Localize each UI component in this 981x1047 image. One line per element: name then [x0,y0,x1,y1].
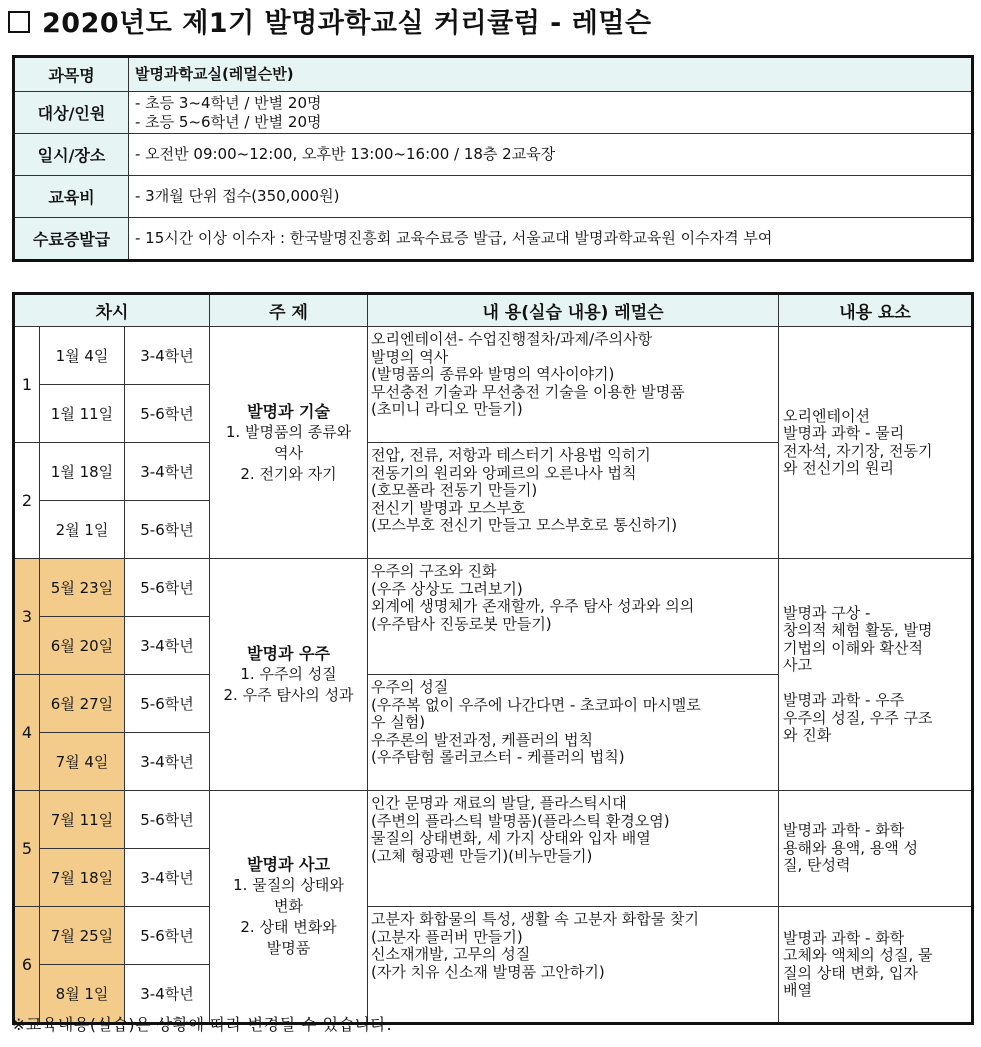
footnote: ※교육내용(실습)은 상황에 따라 변경될 수 있습니다. [12,1015,393,1034]
text-line: (호모폴라 전동기 만들기) [371,481,538,499]
session-grade: 5-6학년 [125,791,210,849]
text-line: 역사 [274,443,304,462]
text-line: 발명품 [266,939,311,957]
session-grade: 3-4학년 [125,733,210,791]
session-row [14,791,973,849]
content-element [779,791,973,907]
session-grade: 3-4학년 [125,327,210,385]
header-session: 차시 [14,294,210,327]
text-line: 2. 전기와 자기 [240,464,337,483]
text-line: (우주탐사 진동로봇 만들기) [371,614,552,633]
info-value [129,57,973,92]
theme-cell [210,327,368,559]
checkbox-square-icon [8,11,30,33]
curriculum-header-row [14,294,973,327]
text-line: (우주 상상도 그려보기) [371,579,523,598]
text-line: 사고 [783,656,813,674]
text-line: 전신기 발명과 모스부호 [371,498,526,517]
text-line: 와 전신기의 원리 [783,459,894,477]
session-content [368,559,779,675]
text-line: 고분자 화합물의 특성, 생활 속 고분자 화합물 찾기 [371,910,699,928]
text-line: 신소재개발, 고무의 성질 [371,945,531,963]
text-line: 우주론의 발전과정, 케플러의 법칙 [371,730,593,749]
session-date: 1월 11일 [40,385,125,443]
theme-cell [210,791,368,1024]
session-number: 6 [14,907,40,1024]
session-number: 4 [14,675,40,791]
text-line: 발명과 과학 - 화학 [783,821,905,840]
session-date: 6월 20일 [40,617,125,675]
session-date: 5월 23일 [40,559,125,617]
info-label: 일시/장소 [14,134,129,176]
session-number: 2 [14,443,40,559]
text-line: 용해와 용액, 용액 성 [783,838,919,857]
text-line: - 초등 3~4학년 / 반별 20명 [135,93,322,112]
text-line: 창의적 체험 활동, 발명 [783,621,933,639]
course-info-table [12,55,974,262]
info-label: 교육비 [14,176,129,218]
theme-title: 발명과 사고 [247,855,330,874]
text-line: 발명과 과학 - 우주 [783,691,905,709]
text-line: 외계에 생명체가 존재할까, 우주 탐사 성과와 의의 [371,597,695,615]
text-line: - 3개월 단위 접수(350,000원) [135,187,340,205]
info-row [14,57,973,92]
info-label: 대상/인원 [14,92,129,134]
theme-cell [210,559,368,791]
session-grade: 5-6학년 [125,385,210,443]
text-line: 인간 문명과 재료의 발달, 플라스틱시대 [371,794,627,812]
text-line: 전자석, 자기장, 전동기 [783,441,933,460]
text-line: (고체 형광펜 만들기)(비누만들기) [371,846,593,865]
content-element [779,559,973,791]
info-row [14,218,973,261]
session-date: 7월 11일 [40,791,125,849]
session-grade: 3-4학년 [125,849,210,907]
content-element [779,907,973,1024]
session-content [368,907,779,1024]
content-element [779,327,973,559]
page-title-text: 2020년도 제1기 발명과학교실 커리큘럼 - 레멀슨 [42,8,652,39]
text-line: 발명과 과학 - 물리 [783,424,905,442]
text-line: 발명과 과학 - 화학 [783,928,905,947]
session-date: 7월 25일 [40,907,125,965]
text-line: 배열 [783,981,813,999]
text-line: 우 실험) [371,713,426,731]
info-label: 수료증발급 [14,218,129,261]
text-line: - 오전반 09:00~12:00, 오후반 13:00~16:00 / 18층 2교육장 [135,145,556,163]
session-date: 7월 18일 [40,849,125,907]
header-content: 내 용(실습 내용) 레멀슨 [368,294,779,327]
info-row [14,134,973,176]
text-line: 우주의 성질 [371,678,449,696]
text-line: 기법의 이해와 확산적 [783,638,923,657]
text-line: 발명의 역사 [371,347,449,366]
session-grade: 5-6학년 [125,559,210,617]
session-number: 3 [14,559,40,675]
session-content [368,791,779,907]
session-date: 7월 4일 [40,733,125,791]
text-line: 질의 상태 변화, 입자 [783,963,919,982]
session-grade: 3-4학년 [125,617,210,675]
session-date: 6월 27일 [40,675,125,733]
session-grade: 3-4학년 [125,443,210,501]
text-line: 우주의 구조와 진화 [371,562,497,580]
session-grade: 3-4학년 [125,965,210,1024]
text-line: (모스부호 전신기 만들고 모스부호로 통신하기) [371,516,678,534]
text-line: (주변의 플라스틱 발명품)(플라스틱 환경오염) [371,811,670,830]
session-grade: 5-6학년 [125,501,210,559]
text-line: (자가 치유 신소재 발명품 고안하기) [371,962,605,981]
header-theme: 주 제 [210,294,368,327]
theme-title: 발명과 우주 [247,644,330,663]
info-value [129,218,973,261]
text-line: 무선충전 기술과 무선충전 기술을 이용한 발명품 [371,382,685,401]
text-line: 오리엔테이션 [783,406,870,425]
info-value [129,134,973,176]
text-line: (우주복 없이 우주에 나간다면 - 초코파이 마시멜로 [371,695,701,714]
session-content [368,327,779,443]
session-date: 1월 4일 [40,327,125,385]
session-date: 8월 1일 [40,965,125,1024]
text-line: 전압, 전류, 저항과 테스터기 사용법 익히기 [371,446,651,464]
info-row [14,176,973,218]
text-line: 전동기의 원리와 앙페르의 오른나사 법칙 [371,463,637,482]
session-row [14,327,973,385]
info-row [14,92,973,134]
text-line: 1. 물질의 상태와 [233,876,344,894]
text-line: 변화 [274,897,304,915]
text-line: 질, 탄성력 [783,856,851,875]
text-line: 오리엔테이션- 수업진행절차/과제/주의사항 [371,330,653,348]
text-line: - 15시간 이상 이수자 : 한국발명진흥회 교육수료증 발급, 서울교대 발명과학교육원 이수자격 부여 [135,229,773,247]
text-line: (고분자 플러버 만들기) [371,927,523,946]
page-title [8,6,652,42]
info-label: 과목명 [14,57,129,92]
text-line: 1. 발명품의 종류와 [225,422,352,441]
curriculum-table [12,292,974,1025]
text-line: 2. 우주 탐사의 성과 [223,686,354,704]
session-number: 1 [14,327,40,443]
text-line: 우주의 성질, 우주 구조 [783,708,933,727]
session-grade: 5-6학년 [125,675,210,733]
info-value [129,92,973,134]
text-line: - 초등 5~6학년 / 반별 20명 [135,112,322,131]
session-row [14,907,973,965]
text-line: 발명과학교실(레멀슨반) [135,65,294,83]
text-line: (발명품의 종류와 발명의 역사이야기) [371,365,615,383]
session-row [14,559,973,617]
text-line: (우주탐험 롤러코스터 - 케플러의 법칙) [371,748,625,766]
text-line: 와 진화 [783,726,832,744]
session-number: 5 [14,791,40,907]
session-date: 1월 18일 [40,443,125,501]
text-line: 1. 우주의 성질 [240,665,337,683]
session-grade: 5-6학년 [125,907,210,965]
text-line [783,675,969,693]
text-line: 발명과 구상 - [783,603,871,622]
text-line: (초미니 라디오 만들기) [371,400,523,418]
theme-title: 발명과 기술 [247,401,330,421]
info-value [129,176,973,218]
session-date: 2월 1일 [40,501,125,559]
session-content [368,675,779,791]
session-content [368,443,779,559]
text-line: 물질의 상태변화, 세 가지 상태와 입자 배열 [371,829,651,847]
header-element: 내용 요소 [779,294,973,327]
text-line: 2. 상태 변화와 [240,918,337,936]
text-line: 고체와 액체의 성질, 물 [783,946,933,964]
